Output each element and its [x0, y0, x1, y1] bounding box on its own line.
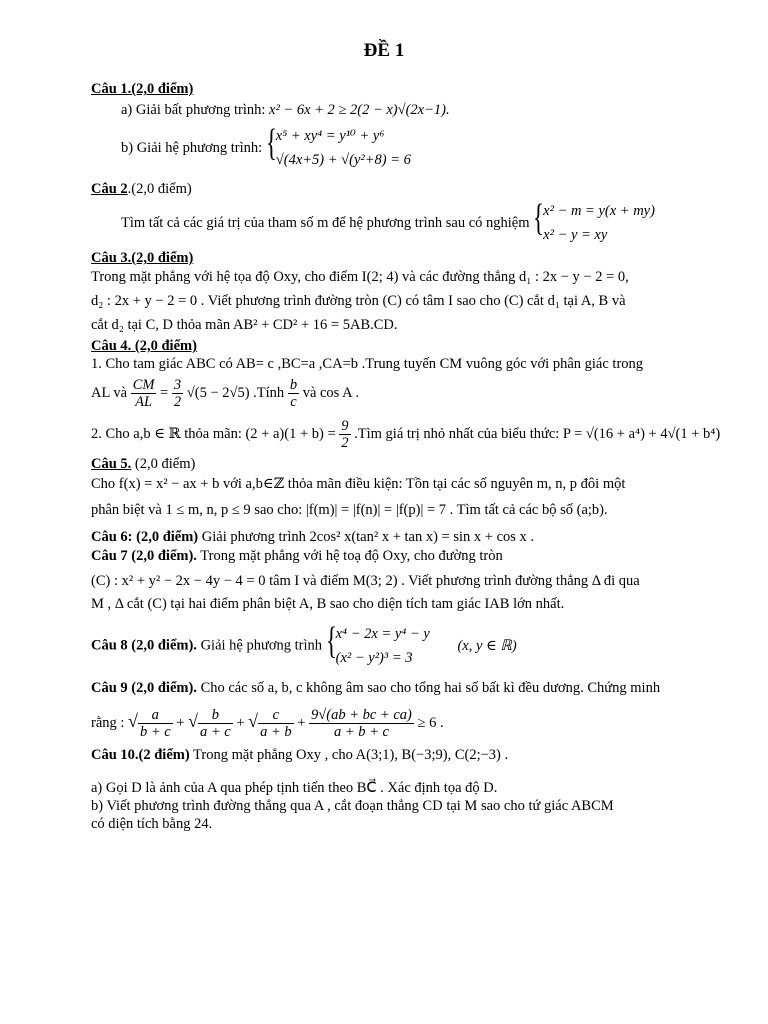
q1b-eq2: √(4x+5) + √(y²+8) = 6: [275, 152, 411, 168]
q10-line-4: có diện tích bằng 24.: [91, 816, 213, 832]
frac-den: 2: [341, 435, 349, 452]
q4-line-2: [91, 373, 728, 413]
q5-score: (2,0 điểm): [131, 456, 196, 472]
question-2-heading: [91, 180, 728, 198]
brace-glyph: {: [265, 122, 277, 164]
q4-sqrt-text: √(5 − 2√5) .Tính: [186, 385, 285, 401]
fraction-c-ab: [258, 707, 294, 740]
q5-head: Câu 5.: [91, 456, 132, 472]
q8-system: [325, 619, 430, 670]
sqrt-icon: √: [248, 711, 259, 731]
q4-line-1: 1. Cho tam giác ABC có AB= c ,BC=a ,CA=b .Trung tuyến CM vuông góc với phân giác trong: [91, 356, 644, 372]
q8-eq1: x⁴ − 2x = y⁴ − y: [335, 625, 430, 642]
q8-head: Câu 8 (2,0 điểm).: [91, 637, 197, 654]
q1b-system: [266, 124, 411, 172]
brace-glyph: {: [533, 197, 545, 239]
q5-line-1: Cho f(x) = x² − ax + b với a,b∈ℤ thỏa mãn điều kiện: Tồn tại các số nguyên m, n, p đôi một: [91, 476, 626, 492]
plus-sign: +: [236, 715, 245, 731]
frac-den: a + b: [260, 724, 292, 741]
q8-text: Giải hệ phương trình: [196, 637, 322, 654]
q4-head: Câu 4. (2,0 điểm): [91, 338, 197, 354]
q6-head: Câu 6: (2,0 điểm): [91, 529, 199, 545]
fraction-9sqrt: [309, 707, 414, 740]
q1b-label: b) Giải hệ phương trình:: [121, 140, 263, 156]
frac-den: b + c: [139, 724, 171, 741]
q1a-expr: x² − 6x + 2 ≥ 2(2 − x)√(2x−1).: [269, 102, 450, 118]
question-5-heading: [91, 455, 728, 473]
question-4-heading: [91, 337, 728, 355]
fraction-a-bc: [138, 707, 173, 740]
fraction-b-ac: [198, 707, 233, 740]
q9-head: Câu 9 (2,0 điểm).: [91, 680, 197, 696]
frac-den: c: [290, 394, 297, 411]
question-2-body: [121, 199, 728, 247]
q7-line-1: Trong mặt phẳng với hệ toạ độ Oxy, cho đường tròn: [196, 548, 503, 564]
frac-num: 9: [341, 418, 349, 435]
frac-num: b: [289, 377, 298, 394]
fraction-3-2: [172, 377, 183, 410]
q4-line-3: [91, 414, 728, 454]
q1b-eq1: x⁵ + xy⁴ = y¹⁰ + y⁶: [275, 128, 385, 144]
q8-eq2: (x² − y²)³ = 3: [335, 649, 413, 666]
q10-line-2: a) Gọi D là ảnh của A qua phép tịnh tiến theo BC⃗ . Xác định tọa độ D.: [91, 780, 498, 796]
page-title: ĐỀ 1: [363, 40, 405, 61]
question-10: [91, 746, 728, 764]
q10-line-3: b) Viết phương trình đường thẳng qua A , cắt đoạn thẳng CD tại M sao cho tứ giác ABCM: [91, 798, 614, 814]
frac-num: 3: [173, 377, 182, 394]
q3-line-1: Trong mặt phẳng với hệ tọa độ Oxy, cho điểm I(2; 4) và các đường thẳng d₁ : 2x − y − 2 = 0,: [91, 269, 629, 285]
q4-part2-text: 2. Cho a,b ∈ ℝ thỏa mãn: (2 + a)(1 + b) =: [91, 426, 336, 442]
q3-line-3: cắt d₂ tại C, D thỏa mãn AB² + CD² + 16 = 5AB.CD.: [91, 317, 398, 333]
q4-part2-expr: .Tìm giá trị nhỏ nhất của biểu thức: P = √(16 + a⁴) + 4√(1 + b⁴): [354, 426, 721, 442]
q1a-label: a) Giải bất phương trình:: [121, 102, 266, 118]
q4-al-text: AL và: [91, 385, 128, 401]
equals-sign: =: [160, 385, 169, 401]
frac-num: c: [258, 707, 294, 724]
q9-line-2: [91, 700, 728, 744]
frac-num: a: [138, 707, 173, 724]
plus-sign: +: [176, 715, 185, 731]
sqrt-icon: √: [188, 711, 198, 731]
q10-line-1: Trong mặt phẳng Oxy , cho A(3;1), B(−3;9), C(2;−3) .: [189, 747, 509, 763]
q9-inequality: ≥ 6 .: [417, 715, 444, 731]
q4-cos-text: và cos A .: [302, 385, 360, 401]
q2-eq2: x² − y = xy: [543, 227, 608, 243]
q9-line-1: Cho các số a, b, c không âm sao cho tổng hai số bất kì đều dương. Chứng minh: [196, 680, 661, 696]
question-1b: [121, 124, 728, 172]
q7-line-2: (C) : x² + y² − 2x − 4y − 4 = 0 tâm I và điểm M(3; 2) . Viết phương trình đường thẳng Δ đi qua: [91, 573, 640, 589]
frac-den: 2: [173, 394, 182, 411]
frac-den: AL: [135, 394, 153, 411]
question-1a: [121, 101, 728, 119]
frac-den: a + b + c: [333, 724, 389, 741]
q2-head: Câu 2: [91, 181, 128, 197]
q3-head: Câu 3.(2,0 điểm): [91, 250, 194, 266]
q3-line-2: d₂ : 2x + y − 2 = 0 . Viết phương trình đường tròn (C) có tâm I sao cho (C) cắt d₁ tại A, B và: [91, 293, 626, 309]
frac-num: 9√(ab + bc + ca): [311, 707, 412, 724]
q1-head: Câu 1.(2,0 điểm): [91, 81, 194, 97]
fraction-cm-al: [131, 377, 157, 410]
fraction-9-2: [339, 418, 350, 451]
q2-system: [533, 199, 655, 247]
question-3-heading: [91, 249, 728, 267]
q6-text: Giải phương trình 2cos² x(tan² x + tan x) = sin x + cos x .: [198, 529, 535, 545]
fraction-b-c: [288, 377, 299, 410]
question-7: [91, 547, 728, 565]
q9-prove-text: rằng :: [91, 715, 125, 731]
question-6: [91, 528, 728, 546]
q7-line-3: M , Δ cắt (C) tại hai điểm phân biệt A, B sao cho diện tích tam giác IAB lớn nhất.: [91, 596, 565, 612]
question-9: [91, 679, 728, 697]
q5-line-2: phân biệt và 1 ≤ m, n, p ≤ 9 sao cho: |f(m)| = |f(n)| = |f(p)| = 7 . Tìm tất cả các bộ số (a;b).: [91, 502, 608, 518]
q8-domain: (x, y ∈ ℝ): [457, 637, 517, 654]
q2-eq1: x² − m = y(x + my): [543, 203, 655, 219]
frac-num: b: [198, 707, 233, 724]
plus-sign: +: [297, 715, 306, 731]
q2-score: .(2,0 điểm): [127, 181, 192, 197]
frac-den: a + c: [200, 724, 231, 741]
frac-num: CM: [132, 377, 155, 394]
question-8: [91, 620, 728, 671]
q10-head: Câu 10.(2 điểm): [91, 747, 190, 763]
q2-text: Tìm tất cả các giá trị của tham số m để hệ phương trình sau có nghiệm: [121, 215, 530, 231]
q7-head: Câu 7 (2,0 điểm).: [91, 548, 197, 564]
brace-glyph: {: [325, 619, 337, 662]
question-1-heading: [91, 80, 728, 98]
sqrt-icon: √: [128, 711, 138, 731]
